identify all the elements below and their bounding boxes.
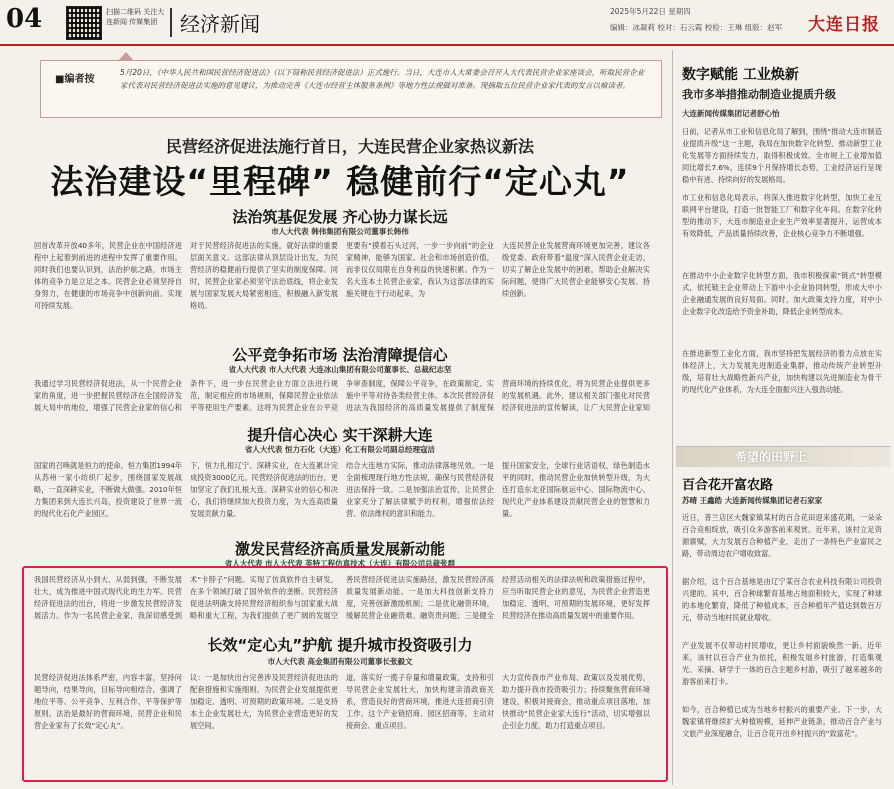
section-1-title: 法治筑基促发展 齐心协力谋长远 [232,208,448,226]
section-2-column: 营商环境的持续优化，将为民营企业提供更多的发展机遇。此外，建议相关部门强化对民营经济促进法的宣传解读，让广大民营企业家知 [502,379,650,412]
section-2-column: 条件下，进一步在民营企业方面立法进行规范，制定相应的市场规则，保障民营企业依法平等使用生产要素。这将为民营企业在公平竞 [190,379,338,412]
section-2-column: 争审查制度，保障公平竞争，在政策制定、实施中平等对待各类经营主体。本次民营经济促进法为我国经济的高质量发展提供了制度保 [346,379,494,412]
section-5-column: 道，落实好一揽子存量和增量政策，支持和引导民营企业发展壮大，加快构建亲清政商关系，营造良好的营商环境，推进大连招商引资工作，这个产业链招商、园区招商等，主动对接商会、重点项目。 [346,673,494,730]
editor-note-label: ■编者按 [55,74,95,85]
editor-credits: 编辑：冰凝莉 校对：石云霞 校检：王琳 组版：赵军 [610,23,783,32]
qr-code-icon[interactable] [66,6,102,40]
page-number: 04 [6,4,43,34]
side-article-2-paragraph: 据介绍，这个百合基地是由辽宁某百合农业科技有限公司投资兴建的。其中，百合种球繁育基地占地面积较大，实现了种球的本地化繁育，降低了种植成本，百合种植年产值达到数百万元，带动当地村民就业增收。 [682,577,882,622]
side-article-1-byline: 大连新闻传媒集团记者舒心怡 [682,109,780,118]
side-article-2-paragraph: 产业发展不仅带动村民增收，更让乡村面貌焕然一新。近年来，该村以百合产业为依托，积极发展乡村旅游，打造集观光、采摘、研学于一体的百合主题乡村游，吸引了越来越多的游客前来打卡。 [682,641,882,686]
section-2-column: 我通过学习民营经济促进法，从一个民营企业家的角度，进一步把握民营经济在全国经济发展大局中的地位，增强了民营企业家的信心和 [34,379,182,412]
side-article-1-paragraph: 日前，记者从市工业和信息化局了解到，围绕“推动大连市制造业提质升级”这一主题，我局在加快数字化转型、推动新型工业化发展等方面持续发力，取得积极成效。全市规上工业增加值同比增长7.6%，连续9个月保持增长态势，工业经济运行呈现稳中有进、持续向好的发展格局。 [682,127,882,184]
section-4-column: 善民营经济促进法实施路径，激发民营经济高质量发展新动能。一是加大科技创新支持力度，完善创新激励机制；二是优化融资环境，缓解民营企业融资难、融资贵问题；三是健全 [346,575,494,620]
column-divider [672,50,673,785]
column-banner-text: 希望的田野上 [735,450,808,464]
editor-note-text: 5月20日，《中华人民共和国民营经济促进法》（以下简称民营经济促进法）正式施行。当日，大连市人大常委会召开人大代表民营企业家座谈会，听取民营企业家代表对民营经济促进法实施的意见建议，为推动完善《大连市经营主体服务条例》等地方性法规做对准备。现摘取五位民营企业家代表的发言以飨读者。 [120,68,645,90]
side-article-1-paragraph: 在推进新型工业化方面，我市坚持把发展经济的着力点放在实体经济上，大力发展先进制造业集群，推动传统产业转型升级，培育壮大战略性新兴产业，加快构建以先进制造业为骨干的现代化产业体系，为大连全面振兴注入强劲动能。 [682,349,882,394]
section-4-title: 激发民营经济高质量发展新动能 [234,540,445,558]
side-article-1-paragraph: 在推动中小企业数字化转型方面，我市积极探索“链式”转型模式，依托链主企业带动上下游中小企业协同转型，形成大中小企业融通发展的良好局面。同时，加大政策支持力度，对中小企业数字化改造给予资金补助，降低企业转型成本。 [682,271,882,316]
note-pointer-icon [118,52,134,61]
section-5-column: 议：一是加快出台完善涉及民营经济促进法的配套措施和实施细则，为民营企业发展提供更加稳定、透明、可预期的政策环境。二是支持本土企业发展壮大，为民营企业营造更好的发展空间。 [190,673,338,730]
qr-caption: 扫描二维码 关注大连新闻 传媒集团 [106,8,165,26]
section-4-column: 经营活动相关的法律法规和政策措施过程中，应当听取民营企业的意见，为民营企业营造更加稳定、透明、可预期的发展环境，更好发挥民营经济在推动高质量发展中的重要作用。 [502,575,650,620]
newspaper-logo: 大连日报 [808,15,880,35]
side-article-1-paragraph: 市工业和信息化局表示，将深入推进数字化转型，加快工业互联网平台建设，打造一批智能工厂和数字化车间。在数字化转型的推动下，大连市制造业企业生产效率显著提升，运营成本有效降低，产品质量持续改善，企业核心竞争力不断增强。 [682,193,882,238]
section-1-column: 更要有“摸着石头过河，一步一步向前”的企业家精神，能够为国家、社会和市场创造价值，而非仅仅局限在自身利益的快速积累。作为一名大连本土民营企业家，我认为这部法律的实施关键在于行动起来，为 [346,241,494,298]
side-article-2-title: 百合花开富农路 [682,478,774,493]
side-article-2-paragraph: 近日，普兰店区大魏家镇某村的百合花田迎来盛花期，一朵朵百合竞相绽放，吸引众多游客前来观赏。近年来，该村立足资源禀赋，大力发展百合种植产业，走出了一条特色产业富民之路，带动周边农户增收致富。 [682,513,882,558]
section-5-title: 长效“定心丸”护航 提升城市投资吸引力 [207,636,473,654]
section-3-column: 结合大连地方实际，推动法律落地见效。一是全面梳理现行地方性法规，确保与民营经济促进法保持一致。二是加强法治宣传，让民营企业家充分了解法律赋予的权利，增强依法经营、依法维权的意识和能力。 [346,461,494,518]
section-1-column: 大连民营企业发展营商环境更加完善。建议各级党委、政府带着“温度”深入民营企业走访，切实了解企业发展中的困难，帮助企业解决实际问题，使得广大民营企业能够安心发展、持续创新。 [502,241,650,298]
section-5-byline: 市人大代表 高金集团有限公司董事长张毅文 [267,657,413,666]
section-1-column: 回首改革开放40多年，民营企业在中国经济进程中上起着到前进的进程中发挥了重要作用。同时我们也要认识到，法治护航之路，市场主体的竞争力是立足之本。民营企业必须坚持自身努力，在健康的市场竞争中创新向前。实现可持续发展。 [34,241,182,310]
issue-date: 2025年5月22日 星期四 [610,7,691,16]
section-4-column: 术“卡脖子”问题。实现了仿真软件自主研发，在多个领域打破了国外软件的垄断。民营经济促进法明确支持民营经济组织参与国家重大战略和重大工程，为我们提供了更广阔的发展空 [190,575,338,620]
side-article-2-paragraph: 如今，百合种植已成为当地乡村振兴的重要产业。下一步，大魏家镇将继续扩大种植规模，延伸产业链条，推动百合产业与文旅产业深度融合，让百合花开出乡村振兴的“致富花”。 [682,705,882,738]
section-4-column: 我国民营经济从小到大、从弱到强，不断发展壮大，成为推进中国式现代化的生力军。民营经济促进法的出台，将进一步激发民营经济发展活力。作为一名民营企业家，我深切感受到 [34,575,182,620]
section-3-column: 国家的召唤就是恒力的使命。恒力集团1994年从苏州一家小纺织厂起步，围绕国家发展战略，一直深耕实业，不断做大做强。2010年恒力集团来到大连长兴岛，投资建设了世界一流的现代化石化产业园区。 [34,461,182,518]
section-3-column: 下，恒力扎根辽宁、深耕实业，在大连累计完成投资3000亿元。民营经济促进法的出台，更加坚定了我们扎根大连、深耕实业的信心和决心，我们将继续加大投资力度，为大连高质量发展贡献力量。 [190,461,338,518]
section-4-byline: 省人大代表 市人大代表 英特工程仿真技术（大连）有限公司总裁张群 [224,559,456,568]
side-article-1-title: 数字赋能 工业焕新 [682,67,799,83]
section-3-byline: 省人大代表 恒力石化（大连）化工有限公司副总经理寇洁 [244,445,436,454]
section-title: 经济新闻 [170,8,260,37]
side-article-2-byline: 苏晴 王鑫皓 大连新闻传媒集团记者石家家 [682,496,823,505]
section-5-column: 民营经济促进法体系严密，内容丰富，坚持问题导向，结果导向，目标导向相结合，强调了地位平等、公平竞争、互利合作、平等保护等原则。法治是最好的营商环境，民营企业和民营企业家有了长效“定心丸”。 [34,673,182,730]
section-2-byline: 省人大代表 市人大代表 大连冰山集团有限公司董事长、总裁纪志坚 [228,365,452,374]
article-kicker: 民营经济促进法施行首日，大连民营企业家热议新法 [165,137,534,156]
section-1-byline: 市人大代表 韩伟集团有限公司董事长韩伟 [271,227,409,236]
section-2-title: 公平竞争拓市场 法治清障提信心 [232,346,448,364]
section-3-column: 提升国家安全，全球行业话语权，绿色制造水平的同时，推动民营企业加快转型升级，为大连打造东北亚国际航运中心、国际物流中心、现代化产业体系建设贡献民营企业的智慧和力量。 [502,461,650,518]
article-headline: 法治建设“里程碑” 稳健前行“定心丸” [50,162,630,201]
section-1-column: 对于民营经济促进法的实施，就好法律的重要层面关意义。这部法律从顶层设计出发，为民营经济的稳健前行提供了坚实的制度保障。同时，民营企业家必须坚守法治底线，将企业发展与国家发展大局紧密相连，积极融入新发展格局。 [190,241,338,310]
section-5-column: 大力宣传我市产业布局、政策以及发展优势，助力提升我市投资吸引力；持续聚焦营商环境建设，积极对接商会，推动重点项目落地，加快推动“民营企业家大连行”活动，切实增强以企引企力度，助力打造重点项目。 [502,673,650,730]
side-article-1-subtitle: 我市多举措推动制造业提质升级 [682,88,836,101]
section-3-title: 提升信心决心 实干深耕大连 [247,426,433,444]
